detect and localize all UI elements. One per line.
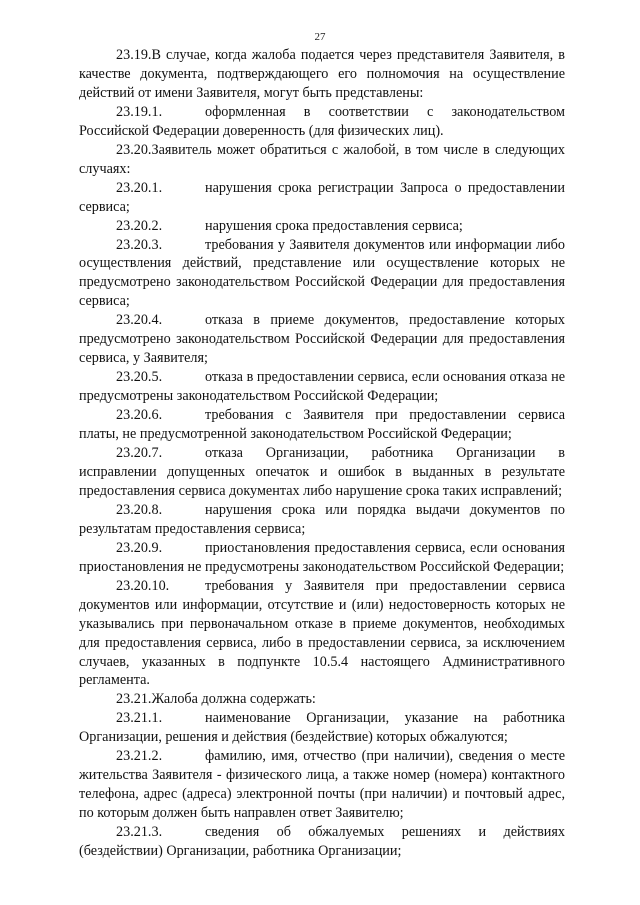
item-23-21-3 xyxy=(79,823,565,861)
item-23-20-6 xyxy=(79,406,565,444)
item-text: фамилию, имя, отчество (при наличии), сведения о месте жительства Заявителя - физического лица, а также номер (номера) контактного телефона, адрес (адреса) электронной почты (при наличии) и почтовый адрес, по которым должен быть направлен ответ Заявителю; xyxy=(79,748,565,822)
paragraph-23-19: 23.19.В случае, когда жалоба подается через представителя Заявителя, в качестве документа, подтверждающего его полномочия на осуществление действий от имени Заявителя, могут быть представлены: xyxy=(79,47,565,101)
item-text: отказа в приеме документов, предоставление которых предусмотрено законодательством Российской Федерации для предоставления сервиса, у Заявителя; xyxy=(79,312,565,367)
item-text: требования у Заявителя документов или информации либо осуществления действий, представление или осуществление которых не предусмотрено законодательством Российской Федерации для предоставления сервиса; xyxy=(79,236,565,310)
item-number: 23.19.1. xyxy=(116,103,163,120)
item-text: нарушения срока предоставления сервиса; xyxy=(205,217,463,234)
item-23-20-7 xyxy=(79,444,565,501)
item-23-20-3 xyxy=(79,236,565,312)
item-number: 23.21.3. xyxy=(116,824,163,841)
item-text: сведения об обжалуемых решениях и действиях (бездействии) Организации, работника Организации; xyxy=(79,824,565,860)
item-23-19-1 xyxy=(79,103,565,141)
document-body xyxy=(79,46,565,861)
item-text: наименование Организации, указание на работника Организации, решения и действия (бездействие) которых обжалуются; xyxy=(79,710,565,746)
item-text: нарушения срока регистрации Запроса о предоставлении сервиса; xyxy=(79,179,565,215)
item-number: 23.20.4. xyxy=(116,312,163,329)
item-number: 23.21.1. xyxy=(116,710,163,727)
item-number: 23.20.7. xyxy=(116,445,163,462)
item-number: 23.20.2. xyxy=(116,217,163,234)
item-23-20-9 xyxy=(79,539,565,577)
item-number: 23.20.3. xyxy=(116,236,163,253)
item-23-20-10 xyxy=(79,577,565,691)
item-number: 23.20.1. xyxy=(116,179,163,196)
paragraph-23-21: 23.21.Жалоба должна содержать: xyxy=(116,691,316,708)
item-23-20-5 xyxy=(79,368,565,406)
item-23-20-4 xyxy=(79,311,565,368)
item-23-21-1 xyxy=(79,709,565,747)
item-number: 23.20.8. xyxy=(116,501,163,518)
item-number: 23.20.6. xyxy=(116,407,163,424)
paragraph-23-20: 23.20.Заявитель может обратиться с жалобой, в том числе в следующих случаях: xyxy=(79,141,565,177)
item-23-20-2 xyxy=(79,217,565,236)
item-number: 23.20.5. xyxy=(116,369,163,386)
item-number: 23.20.9. xyxy=(116,539,163,556)
item-number: 23.21.2. xyxy=(116,748,163,765)
item-text: нарушения срока или порядка выдачи документов по результатам предоставления сервиса; xyxy=(79,501,565,537)
item-text: требования с Заявителя при предоставлении сервиса платы, не предусмотренной законодательством Российской Федерации; xyxy=(79,407,565,443)
item-text: требования у Заявителя при предоставлении сервиса документов или информации, отсутствие и (или) недостоверность которых не указывались при первоначальном отказе в приеме документов, необходимых для предоставления сервиса, либо в предоставлении сервиса, за исключением случаев, указанных в подпункте 10.5.4 настоящего Административного регламента. xyxy=(79,577,565,689)
item-text: отказа в предоставлении сервиса, если основания отказа не предусмотрены законодательством Российской Федерации; xyxy=(79,369,565,405)
item-23-20-1 xyxy=(79,179,565,217)
page-number: 27 xyxy=(314,31,326,43)
item-text: оформленная в соответствии с законодательством Российской Федерации доверенность (для физических лиц). xyxy=(79,103,565,139)
item-number: 23.20.10. xyxy=(116,577,170,594)
item-23-21-2 xyxy=(79,747,565,823)
item-23-20-8 xyxy=(79,501,565,539)
item-text: приостановления предоставления сервиса, если основания приостановления не предусмотрены законодательством Российской Федерации; xyxy=(79,539,565,575)
item-text: отказа Организации, работника Организации в исправлении допущенных опечаток и ошибок в выданных в результате предоставления сервиса документах либо нарушение срока таких исправлений; xyxy=(79,445,565,499)
